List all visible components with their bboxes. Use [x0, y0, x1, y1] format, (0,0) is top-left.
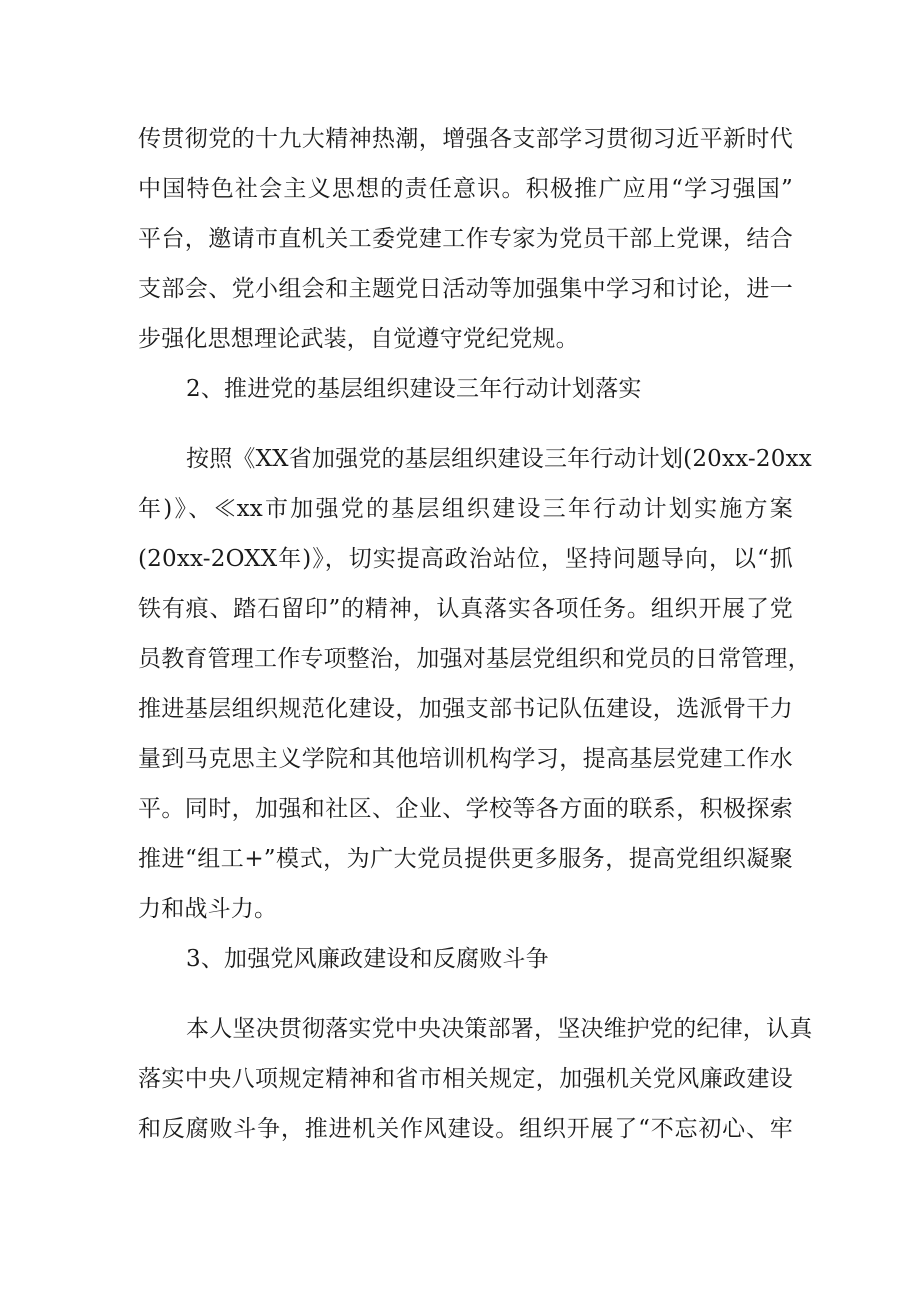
paragraph-line: 平台，邀请市直机关工委党建工作专家为党员干部上党课，结合 [138, 226, 793, 252]
paragraph-line: 推进基层组织规范化建设，加强支部书记队伍建设，选派骨干力 [138, 696, 793, 722]
paragraph-line: 传贯彻党的十九大精神热潮，增强各支部学习贯彻习近平新时代 [138, 126, 793, 152]
paragraph-line: 和反腐败斗争，推进机关作风建设。组织开展了“不忘初心、牢 [138, 1116, 793, 1142]
paragraph-line: 本人坚决贯彻落实党中央决策部署，坚决维护党的纪律，认真 [186, 1016, 813, 1042]
paragraph-line: 中国特色社会主义思想的责任意识。积极推广应用“学习强国” [138, 176, 793, 202]
paragraph-line: 力和战斗力。 [138, 896, 278, 922]
section-heading-3: 3、加强党风廉政建设和反腐败斗争 [186, 946, 549, 972]
paragraph-line: (20xx-2OXX年)》，切实提高政治站位，坚持问题导向，以“抓 [138, 546, 793, 572]
paragraph-line: 平。同时，加强和社区、企业、学校等各方面的联系，积极探索 [138, 796, 793, 822]
paragraph-line: 落实中央八项规定精神和省市相关规定，加强机关党风廉政建设 [138, 1066, 793, 1092]
paragraph-line: 步强化思想理论武装，自觉遵守党纪党规。 [138, 326, 579, 352]
paragraph-line: 量到马克思主义学院和其他培训机构学习，提高基层党建工作水 [138, 746, 793, 772]
paragraph-line: 支部会、党小组会和主题党日活动等加强集中学习和讨论，进一 [138, 276, 793, 302]
paragraph-line: 按照《XX省加强党的基层组织建设三年行动计划(20xx-20xx [186, 446, 812, 472]
section-heading-2: 2、推进党的基层组织建设三年行动计划落实 [186, 376, 642, 402]
paragraph-line: 推进“组工+”模式，为广大党员提供更多服务，提高党组织凝聚 [138, 846, 793, 872]
paragraph-line: 员教育管理工作专项整治，加强对基层党组织和党员的日常管理， [138, 646, 811, 672]
paragraph-line: 铁有痕、踏石留印”的精神，认真落实各项任务。组织开展了党 [138, 596, 793, 622]
paragraph-line: 年)》、≪xx市加强党的基层组织建设三年行动计划实施方案 [138, 496, 793, 522]
